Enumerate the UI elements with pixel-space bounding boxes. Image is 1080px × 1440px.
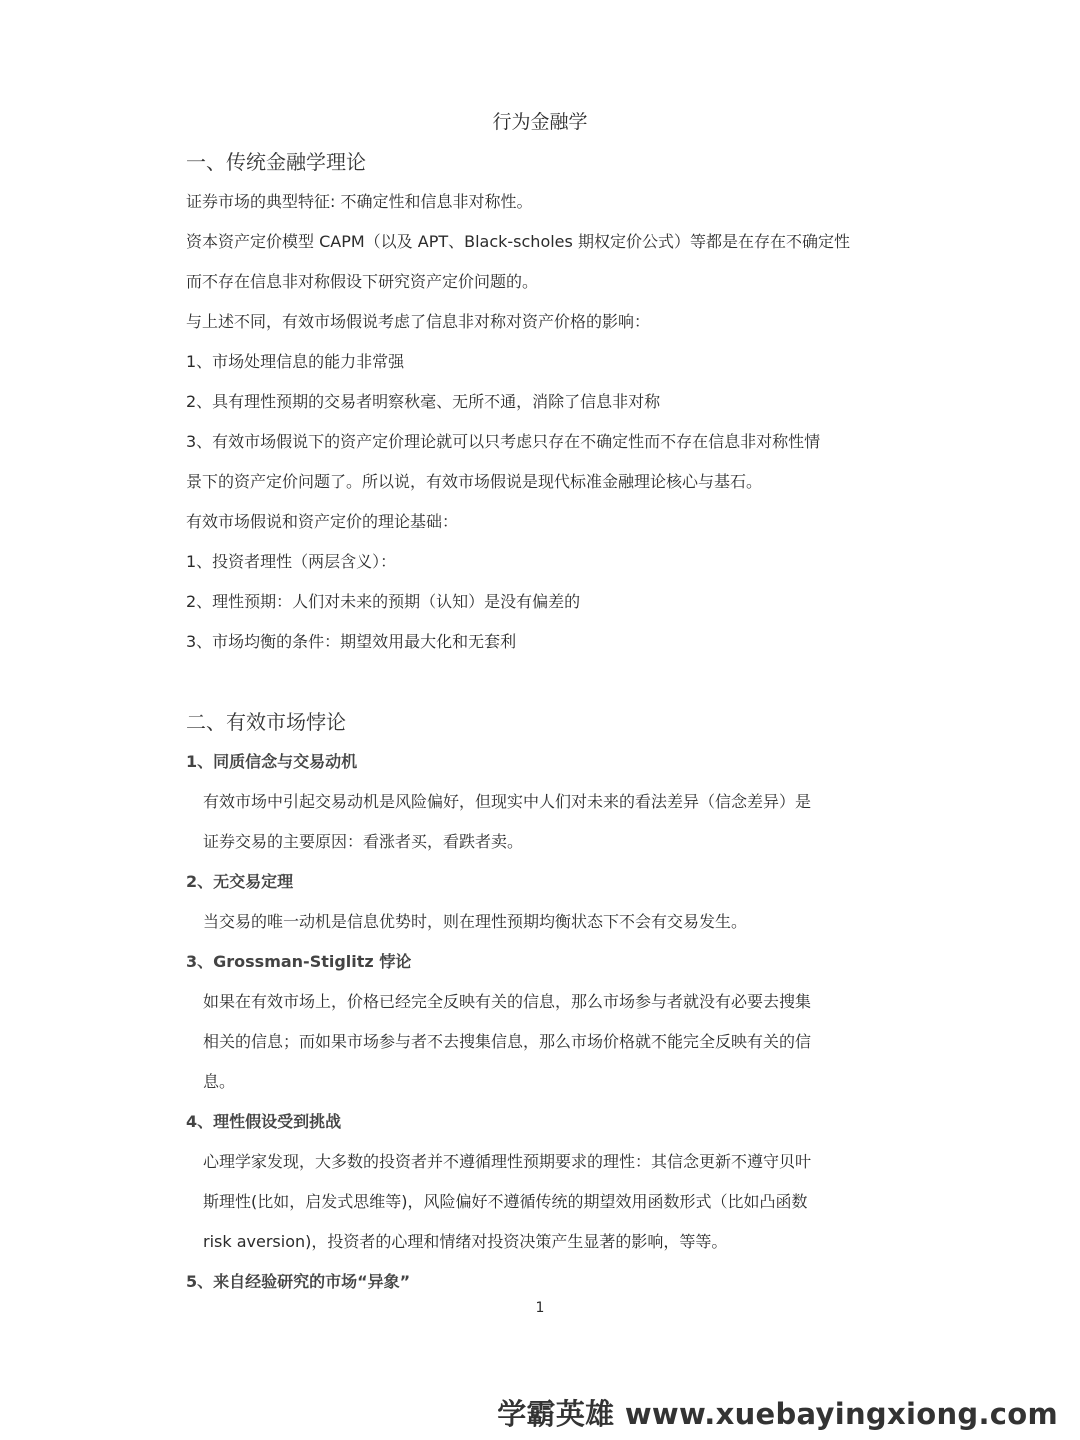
section2-heading: 二、有效市场悖论 (186, 710, 346, 734)
section2-item1-line: 证券交易的主要原因：看涨者买，看跌者卖。 (203, 832, 524, 851)
section2-item4-line: risk aversion)，投资者的心理和情绪对投资决策产生显著的影响，等等。 (203, 1232, 728, 1251)
section2-item3-heading: 3、Grossman-Stiglitz 悖论 (186, 952, 412, 971)
section1-paragraph-2-line-2: 而不存在信息非对称假设下研究资产定价问题的。 (186, 272, 539, 291)
section2-item3-line: 息。 (203, 1072, 236, 1091)
section2-item1-line: 有效市场中引起交易动机是风险偏好，但现实中人们对未来的看法差异（信念差异）是 (203, 792, 812, 811)
document-title: 行为金融学 (492, 111, 588, 133)
section2-item4-heading: 4、理性假设受到挑战 (186, 1112, 342, 1131)
section1-paragraph-3: 与上述不同，有效市场假说考虑了信息非对称对资产价格的影响： (186, 312, 651, 331)
section1-heading: 一、传统金融学理论 (186, 150, 366, 174)
section2-item3-line: 如果在有效市场上，价格已经完全反映有关的信息，那么市场参与者就没有必要去搜集 (203, 992, 812, 1011)
watermark-footer: 学霸英雄 www.xuebayingxiong.com (497, 1397, 1058, 1431)
list-item: 2、理性预期：人们对未来的预期（认知）是没有偏差的 (186, 592, 581, 611)
list-item: 3、市场均衡的条件：期望效用最大化和无套利 (186, 632, 517, 651)
section2-item4-line: 心理学家发现，大多数的投资者并不遵循理性预期要求的理性：其信念更新不遵守贝叶 (203, 1152, 812, 1171)
section2-item2-line: 当交易的唯一动机是信息优势时，则在理性预期均衡状态下不会有交易发生。 (203, 912, 748, 931)
list-item: 1、投资者理性（两层含义）： (186, 552, 397, 571)
section1-paragraph-2-line-1: 资本资产定价模型 CAPM（以及 APT、Black-scholes 期权定价公式）等都是在存在不确定性 (186, 232, 850, 251)
list-item: 3、有效市场假说下的资产定价理论就可以只考虑只存在不确定性而不存在信息非对称性情 (186, 432, 821, 451)
section2-item5-heading: 5、来自经验研究的市场“异象” (186, 1272, 411, 1291)
section2-item4-line: 斯理性(比如，启发式思维等)，风险偏好不遵循传统的期望效用函数形式（比如凸函数 (203, 1192, 808, 1211)
section1-paragraph-4: 有效市场假说和资产定价的理论基础： (186, 512, 459, 531)
section2-item1-heading: 1、同质信念与交易动机 (186, 752, 358, 771)
section1-paragraph-1: 证券市场的典型特征: 不确定性和信息非对称性。 (186, 192, 533, 211)
list-item: 2、具有理性预期的交易者明察秋毫、无所不通，消除了信息非对称 (186, 392, 661, 411)
page-number: 1 (535, 1300, 545, 1316)
section2-item3-line: 相关的信息；而如果市场参与者不去搜集信息，那么市场价格就不能完全反映有关的信 (203, 1032, 812, 1051)
list-item: 1、市场处理信息的能力非常强 (186, 352, 405, 371)
list-item: 景下的资产定价问题了。所以说，有效市场假说是现代标准金融理论核心与基石。 (186, 472, 763, 491)
section2-item2-heading: 2、无交易定理 (186, 872, 294, 891)
